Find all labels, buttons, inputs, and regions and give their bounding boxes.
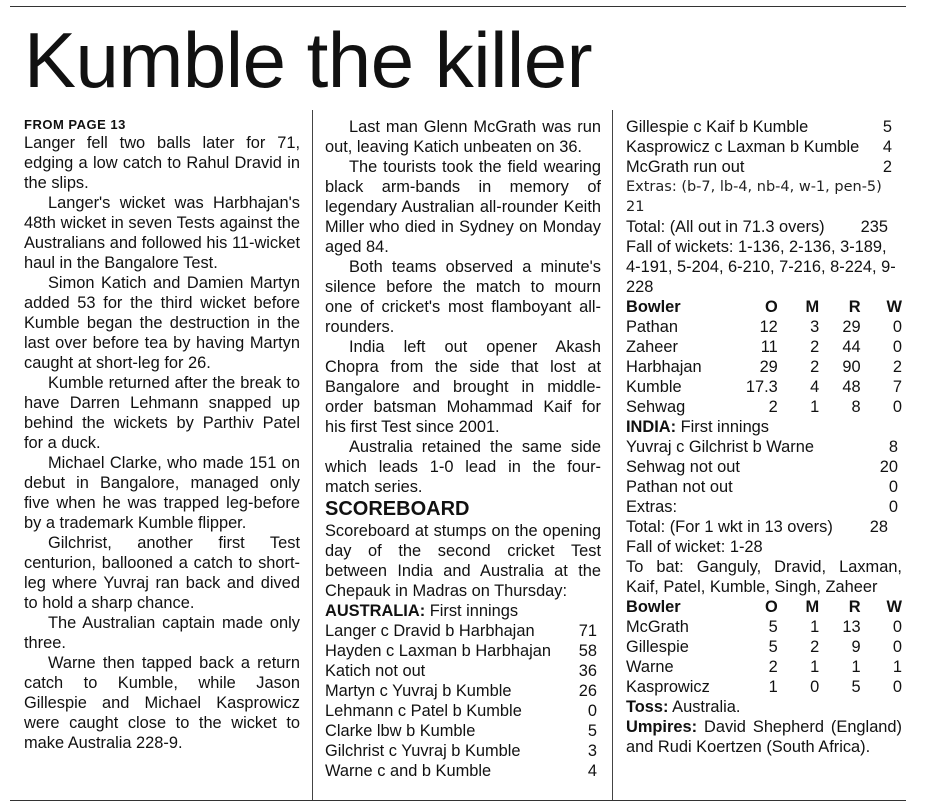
bowler-name: Zaheer: [626, 338, 678, 356]
paragraph: Kumble returned after the break to have Darren Lehmann snapped up behind the wickets by Parthiv Patel for a duck.: [24, 374, 300, 452]
paragraph: Both teams observed a minute's silence before the match to mourn one of cricket's most flamboyant all-rounders.: [325, 258, 601, 336]
total-line: Total: (For 1 wkt in 13 overs) 28: [626, 518, 888, 536]
batsman-runs: 0: [888, 498, 898, 516]
bowling-figure: 2: [768, 658, 778, 676]
bowling-header-row: [626, 597, 902, 617]
bowling-figure: 5: [768, 638, 778, 656]
article-column-2: [325, 117, 601, 781]
innings-heading: INDIA: First innings: [626, 418, 769, 436]
batsman-runs: 5: [882, 118, 892, 136]
bowling-figure: 44: [842, 338, 861, 356]
bowling-figure: 1: [810, 618, 820, 636]
bowling-row: [626, 357, 902, 377]
bowling-row: [626, 617, 902, 637]
bowling-header: O: [765, 298, 778, 316]
bowling-header: W: [886, 598, 902, 616]
batsman-runs: 58: [578, 642, 597, 660]
bowling-figure: 2: [892, 358, 902, 376]
batsman-runs: 36: [578, 662, 597, 680]
batting-row: [325, 661, 601, 681]
bowler-name: McGrath: [626, 618, 689, 636]
batsman-runs: 2: [882, 158, 892, 176]
batting-row: [626, 137, 902, 157]
paragraph: Gilchrist, another first Test centurion, ballooned a catch to short-leg where Yuvraj ran back and dived to hold a sharp chance.: [24, 534, 300, 612]
batting-list: [325, 621, 601, 781]
top-rule: [10, 6, 906, 7]
bottom-rule: [10, 800, 906, 801]
bowling-row: [626, 317, 902, 337]
bowling-table-india: [626, 297, 902, 417]
batsman-dismissal: Clarke lbw b Kumble: [325, 722, 476, 740]
bowling-figure: 5: [768, 618, 778, 636]
paragraph: Langer's wicket was Harbhajan's 48th wicket in seven Tests against the Australians and followed his 11-wicket haul in the Bangalore Test.: [24, 194, 300, 272]
batsman-runs: 26: [578, 682, 597, 700]
bowler-name: Sehwag: [626, 398, 686, 416]
batting-row: [626, 117, 902, 137]
batsman-runs: 5: [587, 722, 597, 740]
bowling-figure: 0: [892, 638, 902, 656]
total-line: Total: (All out in 71.3 overs) 235: [626, 218, 888, 236]
bowler-name: Warne: [626, 658, 674, 676]
bowler-name: Harbhajan: [626, 358, 702, 376]
bowling-header: R: [848, 298, 861, 316]
batting-row: [325, 721, 601, 741]
bowling-row: [626, 657, 902, 677]
batsman-runs: 3: [587, 742, 597, 760]
bowling-figure: 12: [759, 318, 778, 336]
bowling-header: Bowler: [626, 298, 681, 316]
batting-row: [325, 681, 601, 701]
batsman-dismissal: Warne c and b Kumble: [325, 762, 492, 780]
batting-row: [626, 157, 902, 177]
article-column-1: [24, 118, 300, 753]
batting-list: [626, 437, 902, 517]
batsman-dismissal: Gilchrist c Yuvraj b Kumble: [325, 742, 521, 760]
bowling-figure: 1: [851, 658, 861, 676]
batting-row: [325, 641, 601, 661]
bowling-figure: 1: [810, 398, 820, 416]
paragraph: The Australian captain made only three.: [24, 614, 300, 652]
bowling-figure: 3: [810, 318, 820, 336]
bowling-figure: 0: [892, 338, 902, 356]
article-column-3: [626, 117, 902, 757]
bowling-figure: 48: [842, 378, 861, 396]
paragraph: Last man Glenn McGrath was run out, leaving Katich unbeaten on 36.: [325, 118, 601, 156]
column-divider: [612, 110, 613, 800]
paragraph: Australia retained the same side which leads 1-0 lead in the four-match series.: [325, 438, 601, 496]
bowling-figure: 8: [851, 398, 861, 416]
batsman-runs: 0: [587, 702, 597, 720]
bowling-figure: 1: [892, 658, 902, 676]
fall-of-wickets: Fall of wicket: 1-28: [626, 538, 763, 556]
bowling-figure: 0: [892, 318, 902, 336]
batting-row: [325, 701, 601, 721]
bowler-name: Pathan: [626, 318, 678, 336]
batsman-runs: 4: [882, 138, 892, 156]
batsman-dismissal: Pathan not out: [626, 478, 733, 496]
batsman-dismissal: Kasprowicz c Laxman b Kumble: [626, 138, 860, 156]
toss-line: Toss: Australia.: [626, 698, 741, 716]
to-bat: To bat: Ganguly, Dravid, Laxman, Kaif, Patel, Kumble, Singh, Zaheer: [626, 558, 902, 596]
bowling-figure: 0: [892, 618, 902, 636]
bowling-figure: 1: [768, 678, 778, 696]
scoreboard-heading: SCOREBOARD: [325, 498, 470, 520]
continuation-label: FROM PAGE 13: [24, 117, 126, 132]
headline: Kumble the killer: [24, 16, 593, 104]
bowling-figure: 2: [810, 358, 820, 376]
bowler-name: Kumble: [626, 378, 682, 396]
bowling-header: Bowler: [626, 598, 681, 616]
bowling-row: [626, 397, 902, 417]
batting-list: [626, 117, 902, 177]
batsman-runs: 71: [578, 622, 597, 640]
innings-heading: AUSTRALIA: First innings: [325, 602, 519, 620]
paragraph: Warne then tapped back a return catch to Kumble, while Jason Gillespie and Michael Kasprowicz were caught close to the wicket to make Australia 228-9.: [24, 654, 300, 752]
bowling-row: [626, 377, 902, 397]
batsman-dismissal: Hayden c Laxman b Harbhajan: [325, 642, 551, 660]
batting-row: [626, 457, 902, 477]
bowling-figure: 4: [810, 378, 820, 396]
umpires-line: Umpires: David Shepherd (England) and Rudi Koertzen (South Africa).: [626, 718, 902, 756]
paragraph: The tourists took the field wearing black arm-bands in memory of legendary Australian all-rounder Keith Miller who died in Sydney on Monday aged 84.: [325, 158, 601, 256]
bowling-figure: 7: [892, 378, 902, 396]
bowling-figure: 17.3: [745, 378, 778, 396]
bowling-figure: 2: [810, 638, 820, 656]
batsman-dismissal: McGrath run out: [626, 158, 745, 176]
batsman-dismissal: Katich not out: [325, 662, 426, 680]
bowling-figure: 2: [810, 338, 820, 356]
batting-row: [325, 741, 601, 761]
bowling-header: W: [886, 298, 902, 316]
batsman-dismissal: Lehmann c Patel b Kumble: [325, 702, 522, 720]
bowling-row: [626, 337, 902, 357]
bowling-figure: 5: [851, 678, 861, 696]
bowling-figure: 29: [759, 358, 778, 376]
bowling-figure: 0: [892, 678, 902, 696]
bowling-header: M: [805, 598, 820, 616]
batsman-dismissal: Gillespie c Kaif b Kumble: [626, 118, 809, 136]
paragraph: Langer fell two balls later for 71, edging a low catch to Rahul Dravid in the slips.: [24, 134, 300, 192]
paragraph: Michael Clarke, who made 151 on debut in Bangalore, managed only five when he was trapped leg-before by a trademark Kumble flipper.: [24, 454, 300, 532]
batsman-runs: 20: [879, 458, 898, 476]
bowling-figure: 11: [760, 338, 778, 356]
bowling-header-row: [626, 297, 902, 317]
bowling-row: [626, 677, 902, 697]
paragraph: Simon Katich and Damien Martyn added 53 for the third wicket before Kumble began the destruction in the last over before tea by having Martyn caught at short-leg for 26.: [24, 274, 300, 372]
bowling-figure: 1: [810, 658, 820, 676]
bowling-figure: 9: [851, 638, 861, 656]
batting-row: [325, 621, 601, 641]
batting-row: [626, 477, 902, 497]
bowling-row: [626, 637, 902, 657]
bowling-figure: 0: [892, 398, 902, 416]
bowling-figure: 0: [810, 678, 820, 696]
batting-row: [626, 497, 902, 517]
batsman-runs: 8: [888, 438, 898, 456]
paragraph: India left out opener Akash Chopra from the side that lost at Bangalore and brought in middle-order batsman Mohammad Kaif for his first Test since 2001.: [325, 338, 601, 436]
bowler-name: Kasprowicz: [626, 678, 710, 696]
bowling-header: O: [765, 598, 778, 616]
batsman-dismissal: Extras:: [626, 498, 678, 516]
bowling-header: M: [805, 298, 820, 316]
extras-line: Extras: (b-7, lb-4, nb-4, w-1, pen-5) 21: [626, 179, 882, 215]
batsman-runs: 0: [888, 478, 898, 496]
bowling-figure: 90: [842, 358, 861, 376]
batting-row: [626, 437, 902, 457]
bowling-table-australia: [626, 597, 902, 697]
fall-of-wickets: Fall of wickets: 1-136, 2-136, 3-189, 4-191, 5-204, 6-210, 7-216, 8-224, 9-228: [626, 238, 896, 296]
batsman-dismissal: Sehwag not out: [626, 458, 740, 476]
bowling-figure: 13: [842, 618, 861, 636]
bowling-header: R: [848, 598, 861, 616]
batsman-runs: 4: [587, 762, 597, 780]
scoreboard-intro: Scoreboard at stumps on the opening day of the second cricket Test between India and Australia at the Chepauk in Madras on Thursday:: [325, 522, 601, 600]
column-divider: [312, 110, 313, 800]
batting-row: [325, 761, 601, 781]
bowler-name: Gillespie: [626, 638, 689, 656]
batsman-dismissal: Martyn c Yuvraj b Kumble: [325, 682, 512, 700]
bowling-figure: 2: [768, 398, 778, 416]
batsman-dismissal: Langer c Dravid b Harbhajan: [325, 622, 535, 640]
bowling-figure: 29: [842, 318, 861, 336]
batsman-dismissal: Yuvraj c Gilchrist b Warne: [626, 438, 814, 456]
